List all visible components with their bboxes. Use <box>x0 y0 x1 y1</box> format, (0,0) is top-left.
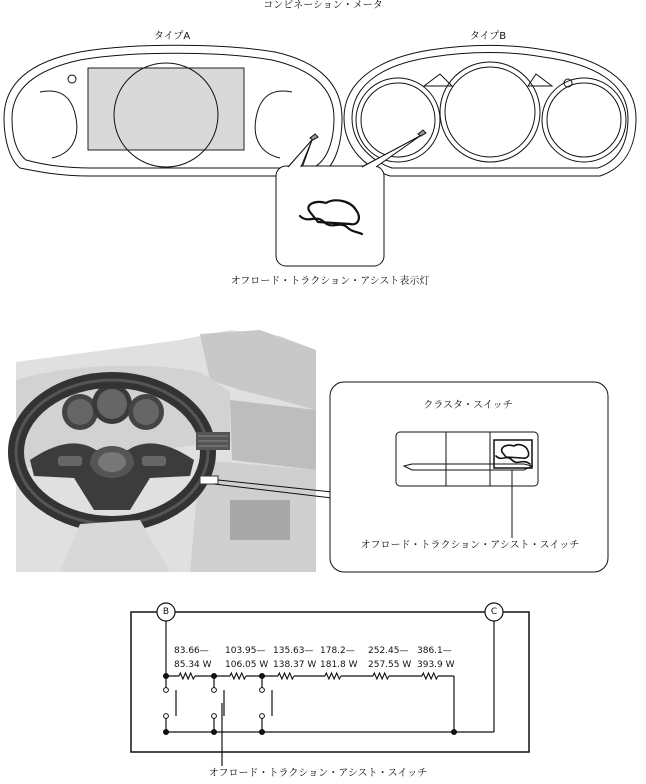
dashboard-illustration <box>16 330 332 572</box>
resistor-label-5 <box>368 646 411 671</box>
resistor-label-1 <box>174 646 212 671</box>
resistor-range-high: 85.34 W <box>174 660 212 670</box>
circuit-switch-label: オフロード・トラクション・アシスト・スイッチ <box>208 768 428 779</box>
resistor-label-4 <box>320 646 358 671</box>
resistor-range-low: 103.95— <box>225 646 266 656</box>
resistor-range-high: 257.55 W <box>368 660 412 670</box>
circuit-diagram <box>131 603 529 766</box>
resistor-range-high: 393.9 W <box>417 660 455 670</box>
indicator-label: オフロード・トラクション・アシスト表示灯 <box>230 276 430 287</box>
resistor-range-low: 252.45— <box>368 646 409 656</box>
type-a-label: タイプA <box>153 31 191 42</box>
type-b-label: タイプB <box>469 31 507 42</box>
resistor-range-low: 386.1— <box>417 646 452 656</box>
resistor-range-low: 178.2— <box>320 646 355 656</box>
cluster-switch-label: オフロード・トラクション・アシスト・スイッチ <box>360 540 580 551</box>
resistor-label-6 <box>417 646 455 671</box>
page-title: コンビネーション・メータ <box>263 0 383 11</box>
resistor-range-high: 138.37 W <box>273 660 317 670</box>
terminal-b-label: B <box>162 607 170 617</box>
cluster-switch-title: クラスタ・スイッチ <box>423 400 513 411</box>
resistor-range-high: 181.8 W <box>320 660 358 670</box>
indicator-callout <box>276 136 420 266</box>
resistor-label-2 <box>225 646 268 671</box>
resistor-label-3 <box>273 646 316 671</box>
circuit-nodes <box>164 674 457 735</box>
meter-type-a <box>4 45 342 176</box>
resistor-range-low: 83.66— <box>174 646 209 656</box>
resistor-range-low: 135.63— <box>273 646 314 656</box>
resistor-range-high: 106.05 W <box>225 660 269 670</box>
terminal-c-label: C <box>490 607 498 617</box>
